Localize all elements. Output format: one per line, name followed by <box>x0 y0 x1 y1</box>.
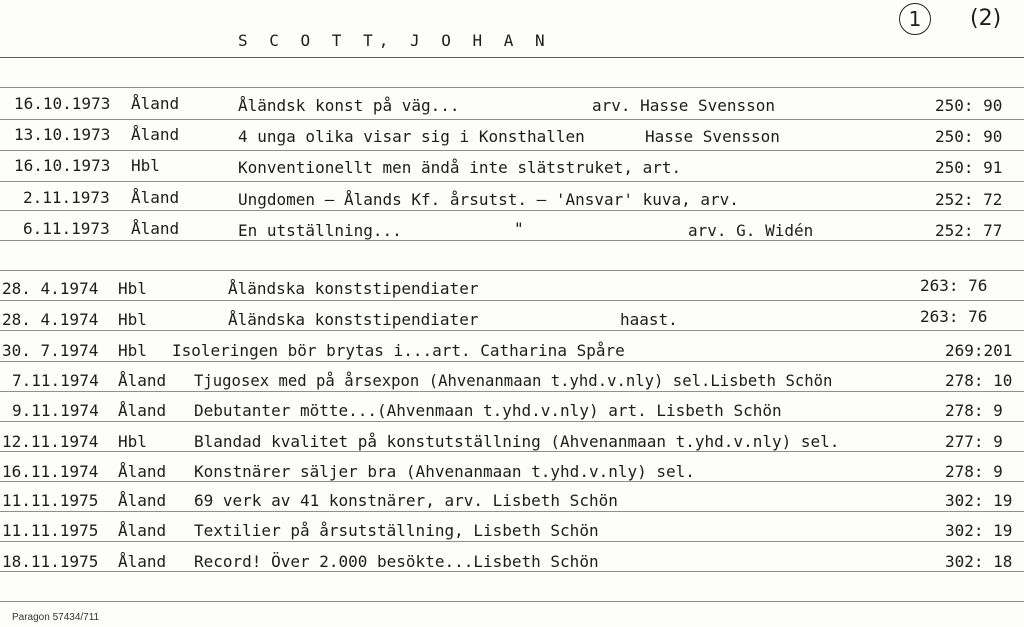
entry-title: Tjugosex med på årsexpon (Ahvenanmaan t.yhd.v.nly) sel.Lisbeth Schön <box>194 372 833 390</box>
entry-ref: 278: 9 <box>945 401 1003 420</box>
rule <box>0 481 1024 482</box>
entry-author: Hasse Svensson <box>645 127 780 146</box>
entry-paper: Åland <box>131 188 180 207</box>
entry-date: 16.10.1973 <box>14 94 111 113</box>
entry-title: Record! Över 2.000 besökte...Lisbeth Schön <box>194 552 599 571</box>
rule <box>0 451 1024 452</box>
entry-paper: Åland <box>118 552 167 571</box>
entry-date: 28. 4.1974 <box>2 279 99 298</box>
card-print-mark: Paragon 57434/711 <box>12 612 100 623</box>
entry-ref: 302: 19 <box>945 521 1013 540</box>
entry-title: Åländska konststipendiater <box>228 279 479 298</box>
rule <box>0 421 1024 422</box>
entry-ref: 252: 72 <box>935 190 1003 209</box>
entry-date: 13.10.1973 <box>14 125 111 144</box>
entry-date: 28. 4.1974 <box>2 310 99 329</box>
entry-paper: Hbl <box>118 310 147 329</box>
entry-date: 7.11.1974 <box>12 371 99 390</box>
rule <box>0 119 1024 120</box>
entry-title: Textilier på årsutställning, Lisbeth Schön <box>194 521 599 540</box>
parenthesized-number-mark: (2) <box>970 6 1002 31</box>
rule <box>0 571 1024 572</box>
entry-title: Debutanter mötte...(Ahvenmaan t.yhd.v.nly) art. Lisbeth Schön <box>194 401 782 420</box>
entry-paper: Hbl <box>131 156 160 175</box>
entry-date: 11.11.1975 <box>2 491 99 510</box>
rule <box>0 210 1024 211</box>
rule <box>0 300 1024 301</box>
entry-paper: Åland <box>118 371 167 390</box>
ditto-mark: " <box>514 219 524 238</box>
entry-title: Blandad kvalitet på konstutställning (Ahvenanmaan t.yhd.v.nly) sel. <box>194 432 840 451</box>
entry-date: 30. 7.1974 <box>2 341 99 360</box>
entry-paper: Åland <box>118 491 167 510</box>
entry-ref: 302: 18 <box>945 552 1013 571</box>
rule <box>0 87 1024 88</box>
entry-title: Konstnärer säljer bra (Ahvenanmaan t.yhd.v.nly) sel. <box>194 462 695 481</box>
entry-date: 16.11.1974 <box>2 462 99 481</box>
entry-ref: 263: 76 <box>920 276 988 295</box>
entry-author: arv. Hasse Svensson <box>592 96 776 115</box>
entry-title: 4 unga olika visar sig i Konsthallen <box>238 127 585 146</box>
circled-number-mark: 1 <box>899 3 931 35</box>
entry-date: 6.11.1973 <box>23 219 110 238</box>
rule <box>0 601 1024 602</box>
entry-ref: 302: 19 <box>945 491 1013 510</box>
entry-title: 69 verk av 41 konstnärer, arv. Lisbeth Schön <box>194 491 618 510</box>
entry-title: Isoleringen bör brytas i...art. Catharina Spåre <box>172 341 625 360</box>
entry-paper: Åland <box>131 125 180 144</box>
entry-note: haast. <box>620 310 678 329</box>
entry-title: Åländsk konst på väg... <box>238 96 460 115</box>
entry-date: 11.11.1975 <box>2 521 99 540</box>
entry-paper: Åland <box>118 401 167 420</box>
entry-ref: 250: 91 <box>935 158 1003 177</box>
rule <box>0 361 1024 362</box>
entry-ref: 278: 9 <box>945 462 1003 481</box>
rule <box>0 511 1024 512</box>
rule <box>0 150 1024 151</box>
entry-title: Konventionellt men ändå inte slätstruket, art. <box>238 158 682 177</box>
rule <box>0 541 1024 542</box>
entry-ref: 252: 77 <box>935 221 1003 240</box>
header-rule <box>0 57 1024 58</box>
entry-paper: Åland <box>131 219 180 238</box>
entry-ref: 278: 10 <box>945 371 1013 390</box>
entry-paper: Hbl <box>118 341 147 360</box>
card-name: S C O T T, J O H A N <box>238 31 551 50</box>
entry-ref: 263: 76 <box>920 307 988 326</box>
rule <box>0 330 1024 331</box>
entry-paper: Hbl <box>118 279 147 298</box>
entry-date: 2.11.1973 <box>23 188 110 207</box>
entry-ref: 250: 90 <box>935 127 1003 146</box>
rule <box>0 391 1024 392</box>
entry-ref: 269:201 <box>945 341 1013 360</box>
entry-title: En utställning... <box>238 221 402 240</box>
entry-date: 18.11.1975 <box>2 552 99 571</box>
entry-author: arv. G. Widén <box>688 221 814 240</box>
entry-date: 16.10.1973 <box>14 156 111 175</box>
rule <box>0 181 1024 182</box>
entry-ref: 277: 9 <box>945 432 1003 451</box>
rule <box>0 240 1024 241</box>
entry-paper: Åland <box>118 462 167 481</box>
entry-title: Ungdomen – Ålands Kf. årsutst. – 'Ansvar' kuva, arv. <box>238 190 739 209</box>
entry-title: Åländska konststipendiater <box>228 310 479 329</box>
rule <box>0 270 1024 271</box>
entry-paper: Hbl <box>118 432 147 451</box>
entry-date: 9.11.1974 <box>12 401 99 420</box>
entry-paper: Åland <box>118 521 167 540</box>
entry-date: 12.11.1974 <box>2 432 99 451</box>
entry-paper: Åland <box>131 94 180 113</box>
entry-ref: 250: 90 <box>935 96 1003 115</box>
